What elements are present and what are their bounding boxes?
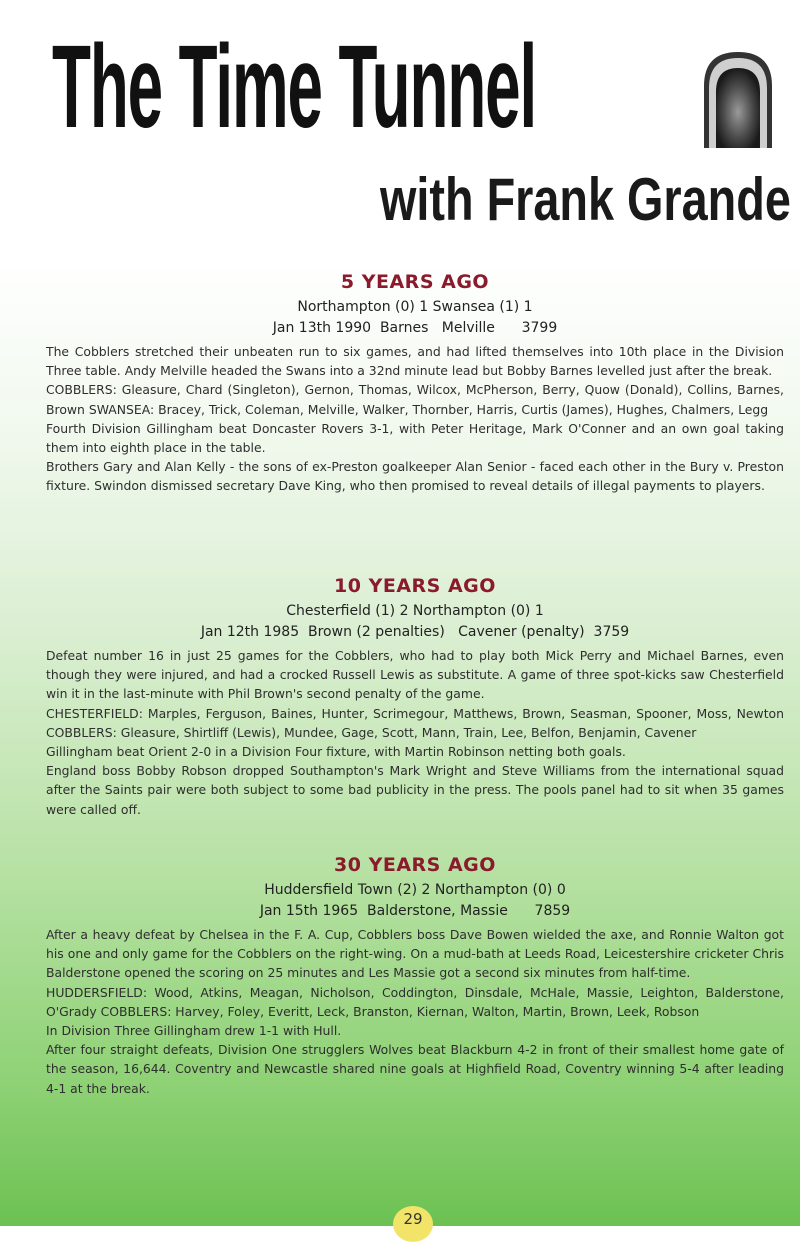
paragraph: CHESTERFIELD: Marples, Ferguson, Baines, Hunter, Scrimegour, Matthews, Brown, Seasman, Spooner, Moss, Newton COBBLERS: Gleasure, Shirtliff (Lewis), Mundee, Gage, Scott, Mann, Train, Lee, Belfon, Benjamin, Cavener [46,705,784,740]
section-5-years-ago [46,271,784,496]
section-body [46,646,784,819]
paragraph: HUDDERSFIELD: Wood, Atkins, Meagan, Nicholson, Coddington, Dinsdale, McHale, Massie, Leighton, Balderstone, O'Grady COBBLERS: Harvey, Foley, Everitt, Leck, Branston, Kiernan, Walton, Martin, Brown, Leek, Robson [46,984,784,1019]
page-number: 29 [393,1206,433,1242]
match-result: Chesterfield (1) 2 Northampton (0) 1 [286,603,544,619]
match-result: Huddersfield Town (2) 2 Northampton (0) 0 [264,882,566,898]
tunnel-icon [702,50,774,148]
match-details: Jan 13th 1990 Barnes Melville 3799 [272,320,558,336]
section-body [46,342,784,496]
paragraph: The Cobblers stretched their unbeaten run to six games, and had lifted themselves into 10th place in the Division Three table. Andy Melville headed the Swans into a 32nd minute lead but Bobby Barnes levelled just after the break. [46,344,784,379]
section-heading: 10 YEARS AGO [334,575,496,597]
paragraph: After a heavy defeat by Chelsea in the F. A. Cup, Cobblers boss Dave Bowen wielded the axe, and Ronnie Walton got his one and only game for the Cobblers on the right-wing. On a mud-bath at Leeds Road, Leicestershire cricketer Chris Balderstone opened the scoring on 25 minutes and Les Massie got a second six minutes from half-time. [46,927,784,981]
page-subtitle: with Frank Grande [380,166,791,233]
paragraph: Gillingham beat Orient 2-0 in a Division Four fixture, with Martin Robinson netting both goals. [46,744,626,760]
paragraph: In Division Three Gillingham drew 1-1 with Hull. [46,1023,342,1039]
paragraph: Defeat number 16 in just 25 games for the Cobblers, who had to play both Mick Perry and Michael Barnes, even though they were injured, and had a crocked Russell Lewis as substitute. A game of three spot-kicks saw Chesterfield win it in the last-minute with Phil Brown's second penalty of the game. [46,648,784,702]
match-details: Jan 12th 1985 Brown (2 penalties) Cavener (penalty) 3759 [200,624,630,640]
section-10-years-ago [46,575,784,819]
section-body [46,925,784,1098]
section-heading: 5 YEARS AGO [340,271,490,293]
paragraph: After four straight defeats, Division One strugglers Wolves beat Blackburn 4-2 in front of their smallest home gate of the season, 16,644. Coventry and Newcastle shared nine goals at Highfield Road, Coventry winning 5-4 after leading 4-1 at the break. [46,1042,784,1096]
paragraph: Brothers Gary and Alan Kelly - the sons of ex-Preston goalkeeper Alan Senior - faced each other in the Bury v. Preston fixture. Swindon dismissed secretary Dave King, who then promised to reveal details of illegal payments to players. [46,459,784,494]
paragraph: England boss Bobby Robson dropped Southampton's Mark Wright and Steve Williams from the international squad after the Saints pair were both subject to some bad publicity in the press. The pools panel had to sit when 35 games were called off. [46,763,784,817]
match-result: Northampton (0) 1 Swansea (1) 1 [297,299,533,315]
paragraph: Fourth Division Gillingham beat Doncaster Rovers 3-1, with Peter Heritage, Mark O'Conner and an own goal taking them into eighth place in the table. [46,420,784,456]
section-30-years-ago [46,854,784,1098]
section-heading: 30 YEARS AGO [334,854,496,876]
match-details: Jan 15th 1965 Balderstone, Massie 7859 [259,903,571,919]
page-title: The Time Tunnel [52,21,537,153]
paragraph: COBBLERS: Gleasure, Chard (Singleton), Gernon, Thomas, Wilcox, McPherson, Berry, Quow (Donald), Collins, Barnes, Brown SWANSEA: Bracey, Trick, Coleman, Melville, Walker, Thornber, Harris, Curtis (James), Hughes, Chalmers, Legg [46,382,784,417]
